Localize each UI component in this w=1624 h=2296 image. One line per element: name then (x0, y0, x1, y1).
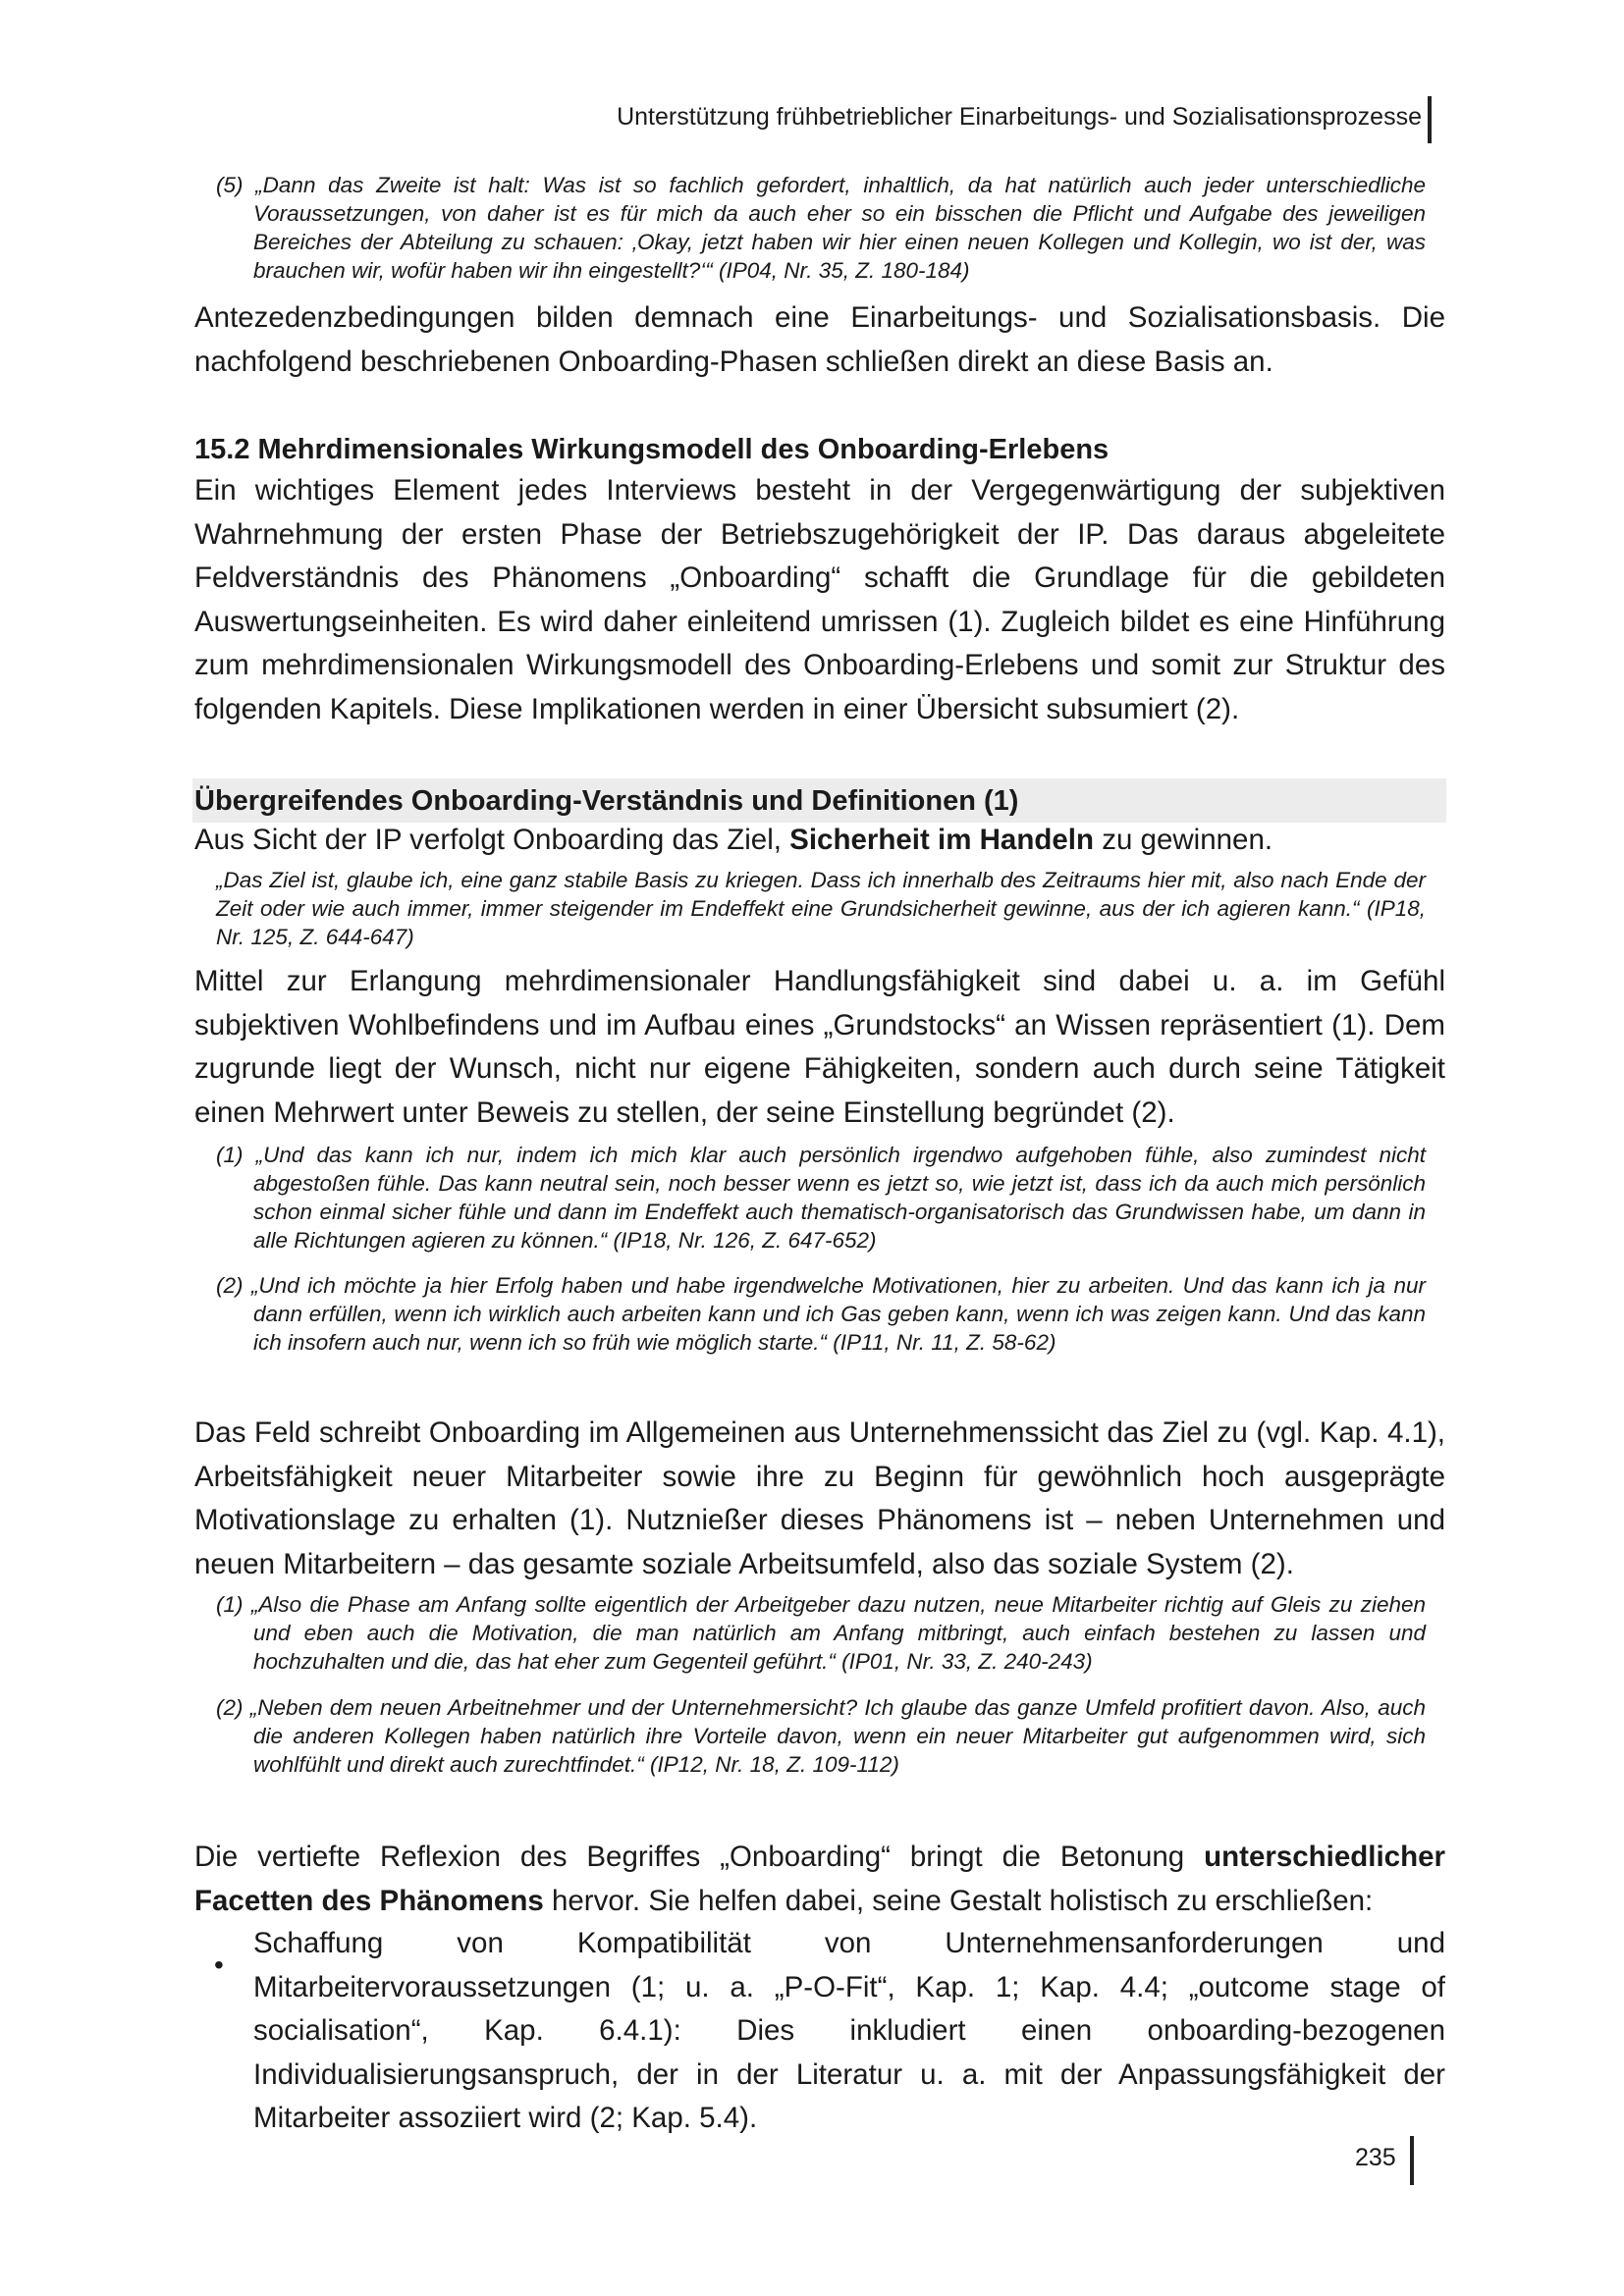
emphasis: Sicherheit im Handeln (789, 824, 1094, 856)
subheading: Übergreifendes Onboarding-Verständnis und Definitionen (1) (194, 785, 1019, 817)
text: Die vertiefte Reflexion des Begriffes „Onboarding“ bringt die Betonung (194, 1841, 1205, 1873)
running-head: Unterstützung frühbetrieblicher Einarbeitungs- und Sozialisationsprozesse (617, 103, 1422, 131)
bullet-item-1: Schaffung von Kompatibilität von Unternehmensanforderungen und Mitarbeitervoraussetzungen (1; u. a. „P-O-Fit“, Kap. 1; Kap. 4.4; „outcome stage of socialisation“, Kap. 6.4.1): Dies inkludiert einen onboarding-bezogenen Individualisierungsanspruch, der in der Literatur u. a. mit der Anpassungsfähigkeit der Mitarbeiter assoziiert wird (2; Kap. 5.4). (253, 1927, 1445, 2134)
paragraph-intro: Ein wichtiges Element jedes Interviews besteht in der Vergegenwärtigung der subjektiven Wahrnehmung der ersten Phase der Betriebszugehörigkeit der IP. Das daraus abgeleitete Feldverständnis des Phänomens „Onboarding“ schafft die Grundlage für die gebildeten Auswertungseinheiten. Es wird daher einleitend umrissen (1). Zugleich bildet es eine Hinführung zum mehrdimensionalen Wirkungsmodell des Onboarding-Erlebens und somit zur Struktur des folgenden Kapitels. Diese Implikationen werden in einer Übersicht subsumiert (2). (194, 474, 1445, 725)
paragraph-ziel (194, 819, 1445, 863)
section-heading: 15.2 Mehrdimensionales Wirkungsmodell des Onboarding-Erlebens (194, 434, 1110, 465)
quote-feld-1: (1) „Also die Phase am Anfang sollte eigentlich der Arbeitgeber dazu nutzen, neue Mitarbeiter richtig auf Gleis zu ziehen und eben auch die Motivation, die man natürlich am Anfang mitbringt, auch einfach bestehen zu lassen und hochzuhalten und die, das hat eher zum Gegenteil geführt.“ (IP01, Nr. 33, Z. 240-243) (216, 1592, 1426, 1674)
header-rule (1428, 96, 1432, 143)
text: zu gewinnen. (1094, 824, 1273, 856)
page-number: 235 (1355, 2144, 1396, 2171)
quote-mittel-1: (1) „Und das kann ich nur, indem ich mich klar auch persönlich irgendwo aufgehoben fühle, also zumindest nicht abgestoßen fühle. Das kann neutral sein, noch besser wenn es jetzt so, wie jetzt ist, dass ich da auch mich persönlich schon einmal sicher fühle und dann im Endeffekt auch thematisch-organisatorisch das Grundwissen habe, um dann in alle Richtungen agieren zu können.“ (IP18, Nr. 126, Z. 647-652) (216, 1143, 1426, 1253)
quote-feld-2: (2) „Neben dem neuen Arbeitnehmer und der Unternehmersicht? Ich glaube das ganze Umfeld profitiert davon. Also, auch die anderen Kollegen haben natürlich ihre Vorteile davon, wenn ein neuer Mitarbeiter gut aufgenommen wird, sich wohlfühlt und direkt auch zurechtfindet.“ (IP12, Nr. 18, Z. 109-112) (216, 1695, 1426, 1777)
bullet-icon: • (214, 1949, 224, 1980)
paragraph-mittel: Mittel zur Erlangung mehrdimensionaler Handlungsfähigkeit sind dabei u. a. im Gefühl subjektiven Wohlbefindens und im Aufbau eines „Grundstocks“ an Wissen repräsentiert (1). Dem zugrunde liegt der Wunsch, nicht nur eigene Fähigkeiten, sondern auch durch seine Tätigkeit einen Mehrwert unter Beweis zu stellen, der seine Einstellung begründet (2). (194, 965, 1445, 1129)
quote-mittel-2: (2) „Und ich möchte ja hier Erfolg haben und habe irgendwelche Motivationen, hier zu arbeiten. Und das kann ich ja nur dann erfüllen, wenn ich wirklich auch arbeiten kann und ich Gas geben kann, wenn ich was zeigen kann. Und das kann ich insofern auch nur, wenn ich so früh wie möglich starte.“ (IP11, Nr. 11, Z. 58-62) (216, 1273, 1426, 1355)
emphasis: unterschiedlicher Facetten des Phänomens (194, 1841, 1445, 1917)
quote-ziel: „Das Ziel ist, glaube ich, eine ganz stabile Basis zu kriegen. Dass ich innerhalb des Zeitraums hier mit, also nach Ende der Zeit oder wie auch immer, immer steigender im Endeffekt eine Grundsicherheit gewinne, aus der ich agieren kann.“ (IP18, Nr. 125, Z. 644-647) (216, 868, 1426, 949)
paragraph-reflexion (194, 1836, 1445, 1923)
quote-5: (5) „Dann das Zweite ist halt: Was ist so fachlich gefordert, inhaltlich, da hat natürlich auch jeder unterschiedliche Voraussetzungen, von daher ist es für mich da auch eher so ein bisschen die Pflicht und Aufgabe des jeweiligen Bereiches der Abteilung zu schauen: ‚Okay, jetzt haben wir hier einen neuen Kollegen und Kollegin, wo ist der, was brauchen wir, wofür haben wir ihn eingestellt?‘“ (IP04, Nr. 35, Z. 180-184) (216, 173, 1426, 283)
paragraph-feld: Das Feld schreibt Onboarding im Allgemeinen aus Unternehmenssicht das Ziel zu (vgl. Kap. 4.1), Arbeitsfähigkeit neuer Mitarbeiter sowie ihre zu Beginn für gewöhnlich hoch ausgeprägte Motivationslage zu erhalten (1). Nutznießer dieses Phänomens ist – neben Unternehmen und neuen Mitarbeitern – das gesamte soziale Arbeitsumfeld, also das soziale System (2). (194, 1416, 1445, 1580)
text: hervor. Sie helfen dabei, seine Gestalt holistisch zu erschließen: (543, 1884, 1374, 1917)
footer-rule (1410, 2136, 1414, 2185)
text: Aus Sicht der IP verfolgt Onboarding das Ziel, (194, 824, 790, 856)
paragraph-antezedenz: Antezedenzbedingungen bilden demnach eine Einarbeitungs- und Sozialisationsbasis. Die nachfolgend beschriebenen Onboarding-Phasen schließen direkt an diese Basis an. (194, 301, 1445, 378)
